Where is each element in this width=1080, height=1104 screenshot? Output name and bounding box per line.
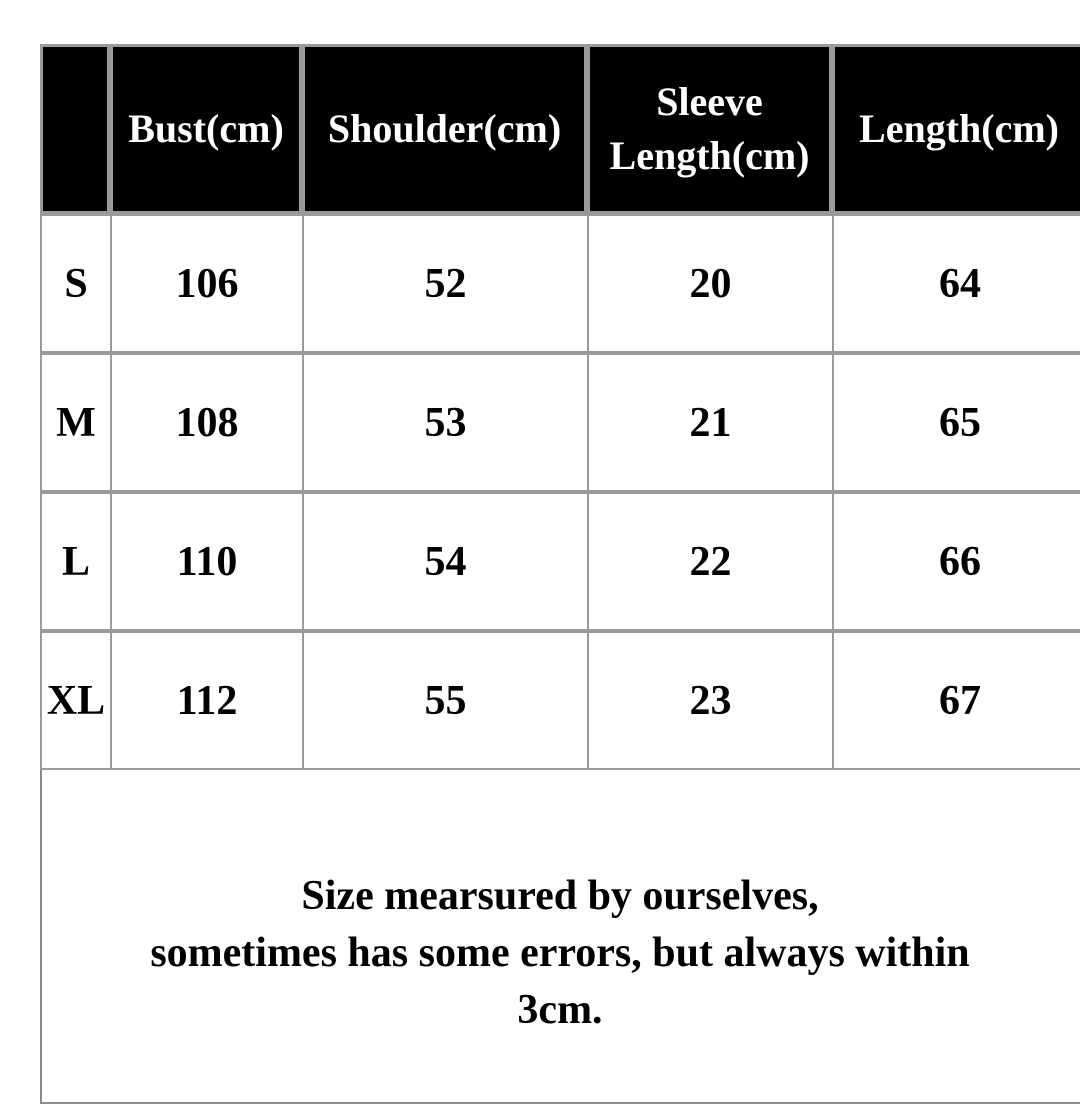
note-line-1: Size mearsured by ourselves, bbox=[301, 873, 819, 919]
sleeve-cell: 23 bbox=[587, 631, 832, 770]
length-cell: 66 bbox=[832, 492, 1080, 631]
size-cell: L bbox=[40, 492, 110, 631]
shoulder-cell: 53 bbox=[302, 353, 587, 492]
size-cell: S bbox=[40, 214, 110, 353]
header-sleeve-line1: Sleeve bbox=[656, 79, 763, 124]
size-chart-table bbox=[40, 44, 1080, 770]
shoulder-cell: 52 bbox=[302, 214, 587, 353]
length-cell: 64 bbox=[832, 214, 1080, 353]
length-cell: 65 bbox=[832, 353, 1080, 492]
bust-cell: 108 bbox=[110, 353, 302, 492]
sleeve-cell: 21 bbox=[587, 353, 832, 492]
size-cell: M bbox=[40, 353, 110, 492]
sleeve-cell: 20 bbox=[587, 214, 832, 353]
table-row bbox=[40, 353, 1080, 492]
shoulder-cell: 55 bbox=[302, 631, 587, 770]
note-line-2: sometimes has some errors, but always within bbox=[150, 930, 970, 976]
bust-cell: 112 bbox=[110, 631, 302, 770]
note-line-3: 3cm. bbox=[517, 987, 603, 1033]
header-length: Length(cm) bbox=[832, 44, 1080, 214]
shoulder-cell: 54 bbox=[302, 492, 587, 631]
table-row bbox=[40, 492, 1080, 631]
header-row bbox=[40, 44, 1080, 214]
header-sleeve-line2: Length(cm) bbox=[609, 133, 810, 178]
table-row bbox=[40, 631, 1080, 770]
header-size bbox=[40, 44, 110, 214]
table-row bbox=[40, 214, 1080, 353]
header-shoulder: Shoulder(cm) bbox=[302, 44, 587, 214]
size-cell: XL bbox=[40, 631, 110, 770]
measurement-note bbox=[40, 868, 1080, 1039]
header-sleeve-length bbox=[587, 44, 832, 214]
bust-cell: 110 bbox=[110, 492, 302, 631]
length-cell: 67 bbox=[832, 631, 1080, 770]
header-bust: Bust(cm) bbox=[110, 44, 302, 214]
sleeve-cell: 22 bbox=[587, 492, 832, 631]
bust-cell: 106 bbox=[110, 214, 302, 353]
